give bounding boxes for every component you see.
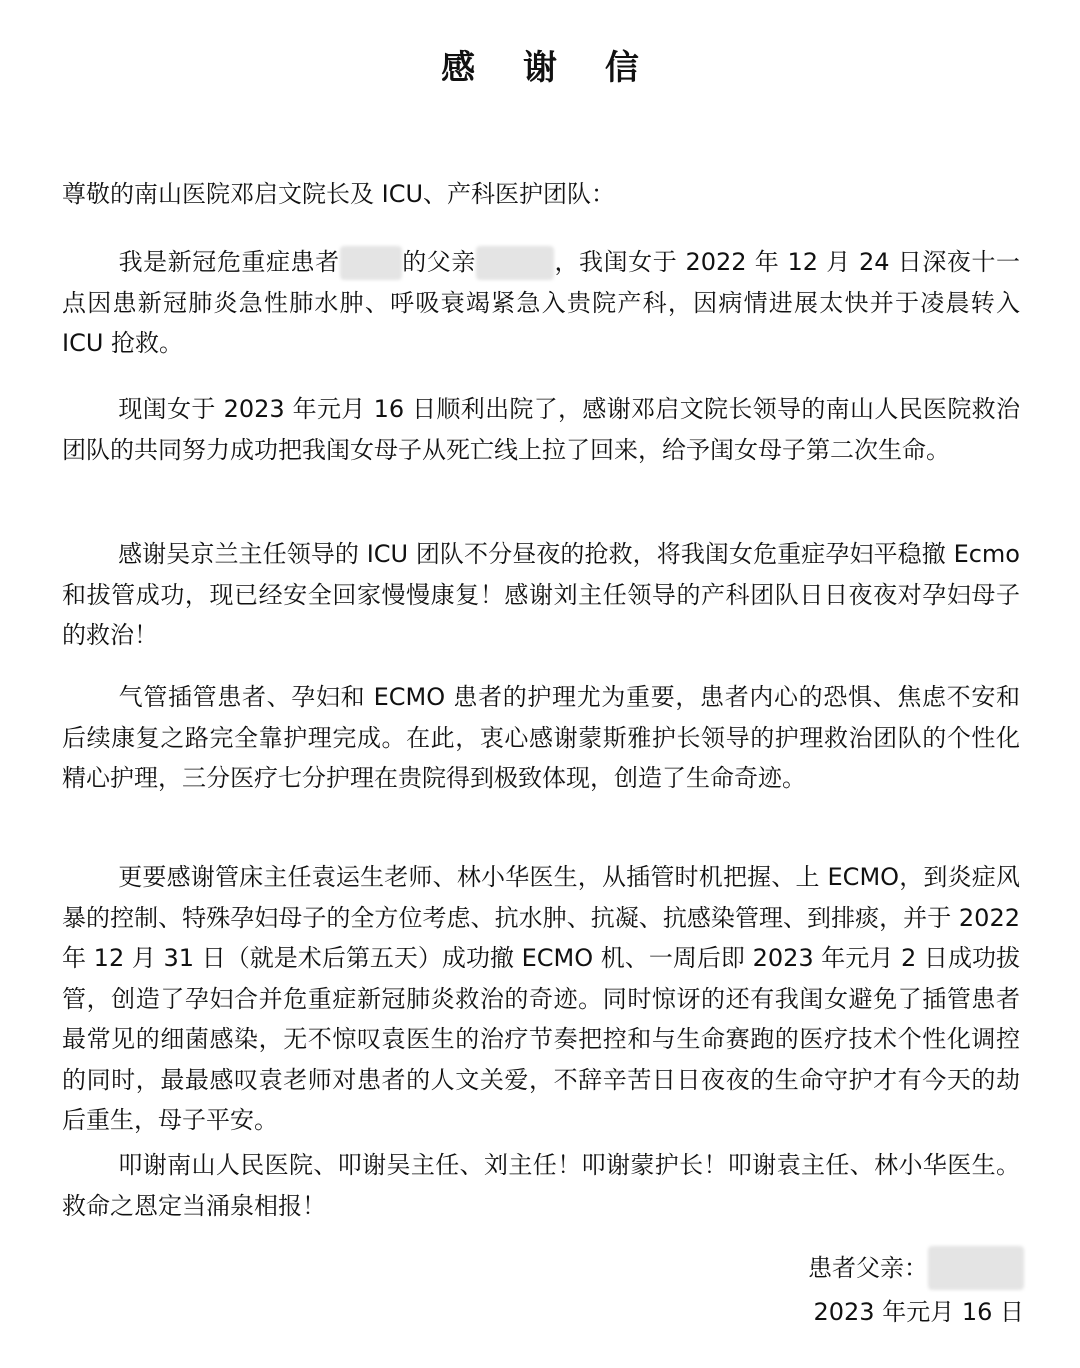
paragraph-6 <box>62 1145 1020 1226</box>
redacted-father-name <box>476 246 554 280</box>
salutation: 尊敬的南山医院邓启文院长及 ICU、产科医护团队： <box>62 180 616 208</box>
redacted-signature-name <box>928 1246 1024 1290</box>
letter-date: 2023 年元月 16 日 <box>813 1298 1024 1326</box>
paragraph-5 <box>62 857 1020 1141</box>
paragraph-1-part-b: 的父亲 <box>401 248 476 276</box>
paragraph-1-part-a: 我是新冠危重症患者 <box>118 248 340 276</box>
paragraph-5-text: 更要感谢管床主任袁运生老师、林小华医生，从插管时机把握、上 ECMO，到炎症风暴的控制、特殊孕妇母子的全方位考虑、抗水肿、抗凝、抗感染管理、到排痰，并于 2022 年 12 月 31 日（就是术后第五天）成功撤 ECMO 机、一周后即 2023 年元月 2 日成功拔管，创造了孕妇合并危重症新冠肺炎救治的奇迹。同时惊讶的还有我闺女避免了插管患者最常见的细菌感染，无不惊叹袁医生的治疗节奏把控和与生命赛跑的医疗技术个性化调控的同时，最最感叹袁老师对患者的人文关爱，不辞辛苦日日夜夜的生命守护才有今天的劫后重生，母子平安。 <box>62 863 1020 1134</box>
paragraph-3 <box>62 534 1020 656</box>
paragraph-2 <box>62 389 1020 470</box>
paragraph-4 <box>62 677 1020 799</box>
signature-block <box>808 1246 1024 1334</box>
paragraph-1-part-c: ，我闺女于 2022 年 12 月 24 日深夜十一点因患新冠肺炎急性肺水肿、呼吸衰竭紧急入贵院产科，因病情进展太快并于凌晨转入 ICU 抢救。 <box>62 248 1021 357</box>
letter-title: 感 谢 信 <box>441 48 657 88</box>
signature-label: 患者父亲： <box>808 1254 928 1282</box>
paragraph-1 <box>62 242 1020 364</box>
paragraph-3-text: 感谢吴京兰主任领导的 ICU 团队不分昼夜的抢救，将我闺女危重症孕妇平稳撤 Ecmo 和拔管成功，现已经安全回家慢慢康复！感谢刘主任领导的产科团队日日夜夜对孕妇母子的救治！ <box>62 540 1020 649</box>
paragraph-6-text: 叩谢南山人民医院、叩谢吴主任、刘主任！叩谢蒙护长！叩谢袁主任、林小华医生。救命之恩定当涌泉相报！ <box>62 1151 1020 1220</box>
paragraph-2-text: 现闺女于 2023 年元月 16 日顺利出院了，感谢邓启文院长领导的南山人民医院救治团队的共同努力成功把我闺女母子从死亡线上拉了回来，给予闺女母子第二次生命。 <box>62 395 1020 464</box>
signature-line <box>808 1246 1024 1290</box>
paragraph-4-text: 气管插管患者、孕妇和 ECMO 患者的护理尤为重要，患者内心的恐惧、焦虑不安和后续康复之路完全靠护理完成。在此，衷心感谢蒙斯雅护长领导的护理救治团队的个性化精心护理，三分医疗七分护理在贵院得到极致体现，创造了生命奇迹。 <box>62 683 1020 792</box>
redacted-patient-name <box>340 246 402 280</box>
